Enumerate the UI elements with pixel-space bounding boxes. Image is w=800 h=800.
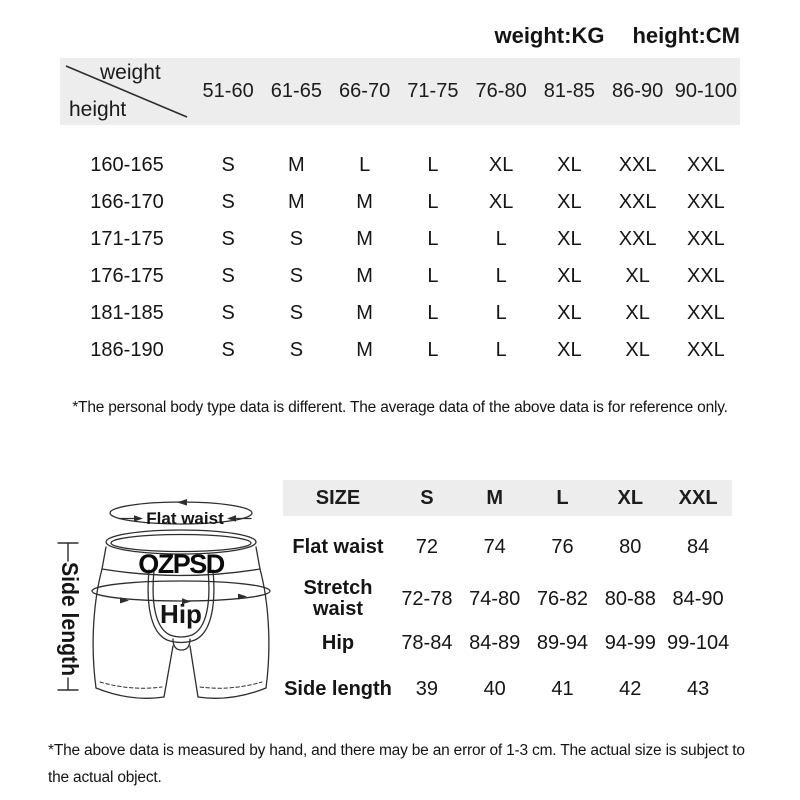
hip-label: Hip [160,599,202,629]
size-cell: L [427,228,439,250]
measurement-note-line2: the actual object. [48,769,162,786]
size-cell: M [356,339,373,361]
size-cell: XL [625,302,650,324]
measure-value-cell: 76-82 [536,587,589,610]
height-row-label: 186-190 [90,339,164,361]
size-cell: S [289,339,304,361]
size-cell: L [427,339,439,361]
hem-stitching [100,682,262,688]
height-unit-label: height:CM [632,23,740,48]
size-cell: XL [557,265,582,287]
size-cell: XXL [618,228,657,250]
units-legend [494,23,740,49]
weight-unit-label: weight:KG [494,23,605,48]
size-cell: XL [488,154,514,176]
size-cell: S [221,302,235,324]
size-cell: S [289,302,304,324]
measurements-body [283,516,732,712]
measure-column-header: L [556,486,569,509]
size-cell: XL [557,154,582,176]
size-cell: XXL [686,339,725,361]
size-cell: L [427,265,439,287]
size-cell: L [495,228,507,250]
size-cell: L [427,154,439,176]
size-cell: M [356,228,373,250]
size-cell: XL [625,339,650,361]
measure-value-cell: 80-88 [604,587,656,610]
measure-value-cell: 84-89 [469,631,521,654]
size-cell: L [495,265,507,287]
size-cell: L [359,154,371,176]
size-cell: XL [557,191,582,213]
size-cell: L [495,302,507,324]
matrix-body [60,147,740,369]
size-cell: L [495,339,507,361]
measure-value-cell: 41 [551,677,574,700]
size-cell: XXL [686,154,725,176]
measure-value-cell: 94-99 [604,631,656,654]
height-row-label: 166-170 [90,191,164,213]
side-length-label: Side length [57,562,83,686]
measure-value-cell: 74-80 [469,587,521,610]
measure-value-cell: 42 [619,677,642,700]
measure-value-cell: 78-84 [401,631,453,654]
size-cell: M [288,154,305,176]
size-cell: S [289,228,304,250]
height-row-label: 160-165 [90,154,164,176]
corner-height-label: height [69,98,127,121]
brand-logo: OZPSD [138,549,224,579]
weight-column-header: 76-80 [475,80,527,102]
size-cell: XXL [618,191,657,213]
boxer-diagram [45,483,300,728]
size-cell: XXL [618,154,657,176]
measure-row-label: Flat waist [292,535,384,558]
size-cell: L [427,302,439,324]
size-cell: S [289,265,304,287]
flat-waist-label: Flat waist [146,509,224,528]
size-cell: M [288,191,305,213]
boxer-body-outline [93,569,269,698]
measure-column-header: SIZE [315,486,361,509]
weight-column-header: 66-70 [339,80,391,102]
weight-column-header: 81-85 [543,80,595,102]
weight-column-header: 86-90 [612,80,664,102]
measure-row-label: Stretch waist [303,577,373,620]
size-cell: M [356,265,373,287]
reference-note: *The personal body type data is different. The average data of the above data is for reference only. [72,399,728,416]
measure-value-cell: 80 [619,535,642,558]
weight-column-header: 71-75 [407,80,459,102]
measure-row-label: Side length [284,677,392,700]
measure-value-cell: 43 [686,677,710,700]
size-cell: XXL [686,228,725,250]
measure-value-cell: 39 [415,677,439,700]
size-cell: XL [557,228,582,250]
measure-value-cell: 89-94 [536,631,589,654]
corner-weight-label: weight [100,61,161,84]
size-cell: S [221,154,235,176]
measure-value-cell: 40 [483,677,506,700]
measure-value-cell: 72 [415,535,439,558]
size-cell: L [427,191,439,213]
measure-value-cell: 74 [483,535,506,558]
measurement-note-line1: *The above data is measured by hand, and there may be an error of 1-3 cm. The actual size is subject to [48,742,745,759]
size-cell: S [221,265,235,287]
measurements-header-row [283,480,732,516]
measure-value-cell: 72-78 [401,587,453,610]
size-cell: S [221,191,235,213]
size-cell: XXL [686,191,725,213]
size-cell: XXL [686,265,725,287]
size-cell: M [356,191,373,213]
size-cell: S [221,228,235,250]
measure-column-header: S [420,486,434,509]
size-cell: XL [557,339,582,361]
weight-column-header: 51-60 [202,80,254,102]
size-cell: XXL [686,302,725,324]
size-cell: XL [557,302,582,324]
height-row-label: 181-185 [90,302,164,324]
measurement-note [48,737,756,791]
measure-value-cell: 99-104 [666,631,730,654]
matrix-header-row [60,58,740,125]
size-cell: XL [625,265,650,287]
measure-row-label: Hip [321,631,355,654]
measure-value-cell: 84 [686,535,710,558]
height-row-label: 176-175 [90,265,164,287]
height-row-label: 171-175 [90,228,164,250]
measure-value-cell: 76 [551,535,574,558]
measure-value-cell: 84-90 [672,587,724,610]
measure-column-header: XXL [678,486,718,509]
size-cell: XL [488,191,514,213]
size-cell: S [221,339,235,361]
measure-column-header: XL [617,486,644,509]
weight-column-header: 61-65 [270,80,322,102]
measure-column-header: M [486,486,504,509]
size-cell: M [356,302,373,324]
matrix-corner-cell [60,58,194,125]
weight-column-header: 90-100 [674,80,738,102]
